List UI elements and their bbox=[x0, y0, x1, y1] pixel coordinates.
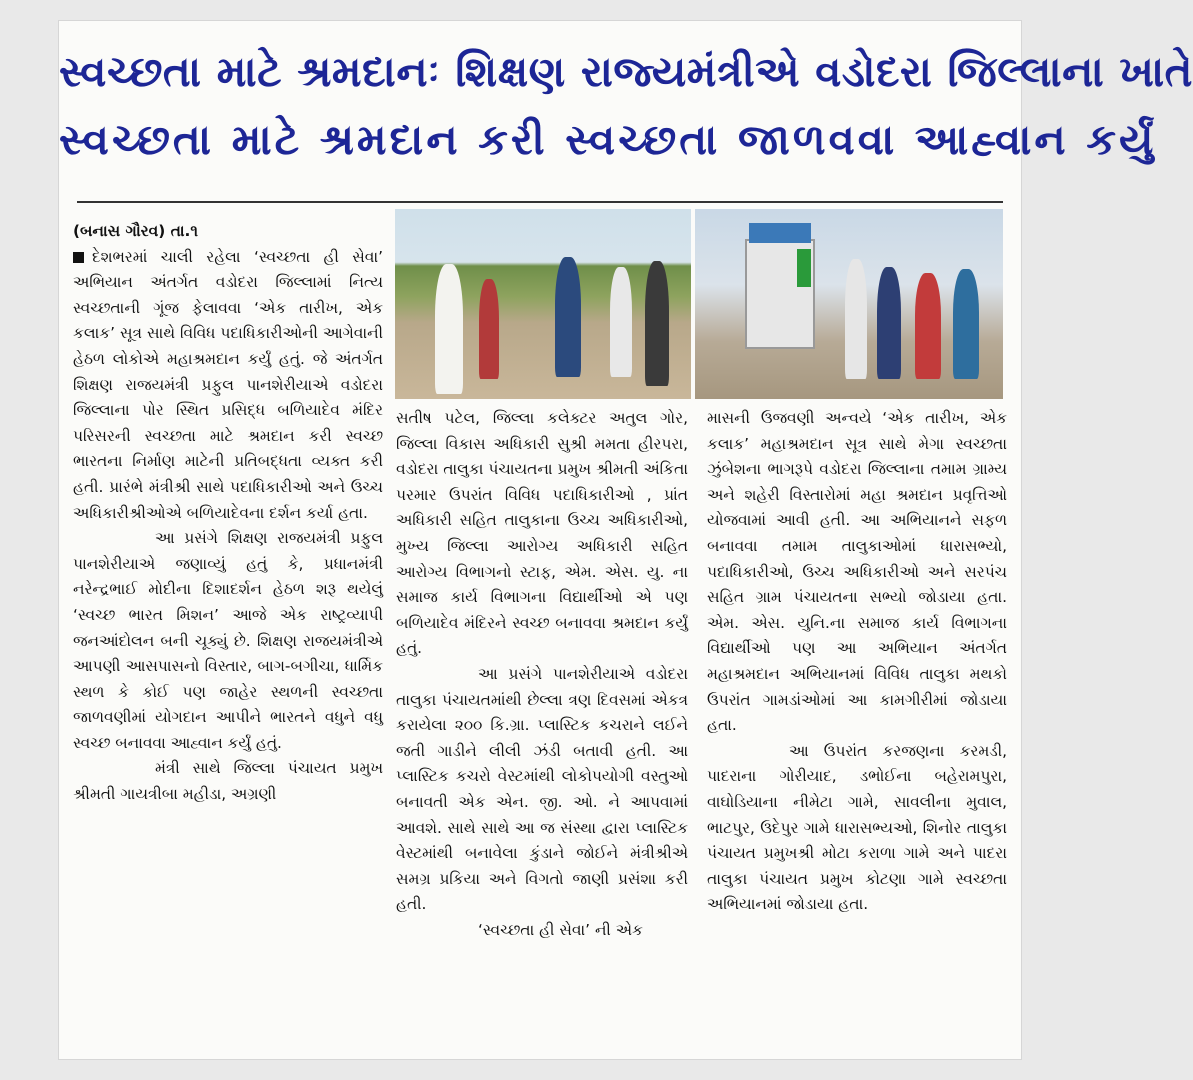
headline-rule bbox=[77, 201, 1003, 203]
paragraph: સતીષ પટેલ, જિલ્લા કલેક્ટર અતુલ ગોર, જિલ્લા વિકાસ અધિકારી સુશ્રી મમતા હીરપરા, વડોદરા તાલુકા પંચાયતના પ્રમુખ શ્રીમતી અંકિતા પરમાર ઉપરાંત વિવિધ પદાધિકારીઓ , પ્રાંત અધિકારી સહિત તાલુકાના ઉચ્ચ અધિકારીઓ, મુખ્ય જિલ્લા આરોગ્ય અધિકારી સહિત આરોગ્ય વિભાગનો સ્ટાફ, એમ. એસ. યુ. ના સમાજ કાર્ય વિભાગના વિદ્યાર્થીઓ એ પણ બળિયાદેવ મંદિરને સ્વચ્છ બનાવવા શ્રમદાન કર્યું હતું. bbox=[396, 409, 688, 658]
headline-line-1: સ્વચ્છતા માટે શ્રમદાનઃ શિક્ષણ રાજ્યમંત્રીએ વડોદરા જિલ્લાના ખાતે bbox=[59, 47, 1193, 96]
green-flag-icon bbox=[797, 249, 811, 287]
dateline: (બનાસ ગૌરવ) તા.૧ bbox=[73, 222, 198, 240]
photo-flag-off-vehicle bbox=[695, 209, 1003, 399]
truck-canopy bbox=[749, 223, 811, 243]
person-figure bbox=[610, 267, 632, 377]
person-figure bbox=[915, 273, 941, 379]
bullet-icon bbox=[73, 252, 84, 263]
paragraph: આ ઉપરાંત કરજણના કરમડી, પાદરાના ગોરીયાદ, ડભોઈના બહેરામપુરા, વાઘોડિયાના નીમેટા ગામે, સાવલીના મુવાલ, ભાટપુર, ઉદેપુર ગામે ધારાસભ્યઓ, શિનોર તાલુકા પંચાયત પ્રમુખશ્રી મોટા કરાળા ગામે અને પાદરા તાલુકા પંચાયત પ્રમુખ કોટણા ગામે સ્વચ્છતા અભિયાનમાં જોડાયા હતા. bbox=[707, 741, 1007, 914]
paragraph: આ પ્રસંગે પાનશેરીયાએ વડોદરા તાલુકા પંચાયતમાંથી છેલ્લા ત્રણ દિવસમાં એકત્ર કરાયેલા ૨૦૦ કિ.ગ્રા. પ્લાસ્ટિક કચરાને લઈને જતી ગાડીને લીલી ઝંડી બતાવી હતી. આ પ્લાસ્ટિક કચરો વેસ્ટમાંથી લોકોપયોગી વસ્તુઓ બનાવતી એક એન. જી. ઓ. ને આપવામાં આવશે. સાથે સાથે આ જ સંસ્થા દ્વારા પ્લાસ્ટિક વેસ્ટમાંથી બનાવેલા કુંડાને જોઈને મંત્રીશ્રીએ સમગ્ર પ્રકિયા અને વિગતો જાણી પ્રસંશા કરી હતી. bbox=[396, 664, 688, 914]
person-figure bbox=[435, 264, 463, 394]
person-figure bbox=[845, 259, 867, 379]
paragraph: ‘સ્વચ્છતા હી સેવા’ ની એક bbox=[478, 920, 643, 939]
person-figure bbox=[877, 267, 901, 379]
person-figure bbox=[555, 257, 581, 377]
person-figure bbox=[953, 269, 979, 379]
paragraph bbox=[73, 245, 383, 527]
article-column-1 bbox=[73, 219, 383, 808]
newspaper-clipping bbox=[58, 20, 1193, 1060]
paragraph-text: દેશભરમાં ચાલી રહેલા ‘સ્વચ્છતા હી સેવા’ અભિયાન અંતર્ગત વડોદરા જિલ્લામાં નિત્ય સ્વચ્છતાની ગૂંજ ફેલાવવા ‘એક તારીખ, એક કલાક’ સૂત્ર સાથે વિવિધ પદાધિકારીઓની આગેવાની હેઠળ લોકોએ મહાશ્રમદાન કર્યું હતું. જે અંતર્ગત શિક્ષણ રાજયમંત્રી પ્રફુલ પાનશેરીયાએ વડોદરા જિલ્લાના પોર સ્થિત પ્રસિદ્ધ બળિયાદેવ મંદિર પરિસરની સ્વચ્છતા માટે શ્રમદાન કરી સ્વચ્છ ભારતના નિર્માણ માટેની પ્રતિબદ્ધતા વ્યક્ત કરી હતી. પ્રારંભે મંત્રીશ્રી સાથે પદાધિકારીઓ અને ઉચ્ચ અધિકારીશ્રીઓએ બળિયાદેવના દર્શન કર્યા હતા. bbox=[73, 247, 383, 522]
headline-line-2: સ્વચ્છતા માટે શ્રમદાન કરી સ્વચ્છતા જાળવવા આહ્વાન કર્યું bbox=[59, 115, 1157, 164]
paragraph: મંત્રી સાથે જિલ્લા પંચાયત પ્રમુખ શ્રીમતી ગાયત્રીબા મહીડા, અગ્રણી bbox=[73, 759, 383, 804]
photo-minister-sweeping bbox=[395, 209, 691, 399]
paragraph: આ પ્રસંગે શિક્ષણ રાજયમંત્રી પ્રફુલ પાનશેરીયાએ જણાવ્યું હતું કે, પ્રધાનમંત્રી નરેન્દ્રભાઈ મોદીના દિશાદર્શન હેઠળ શરૂ થયેલું ‘સ્વચ્છ ભારત મિશન’ આજે એક રાષ્ટ્રવ્યાપી જનઆંદોલન બની ચૂક્યું છે. શિક્ષણ રાજયમંત્રીએ આપણી આસપાસનો વિસ્તાર, બાગ-બગીચા, ધાર્મિક સ્થળ કે કોઈ પણ જાહેર સ્થળની સ્વચ્છતા જાળવણીમાં યોગદાન આપીને ભારતને વધુને વધુ સ્વચ્છ બનાવવા આહ્વાન કર્યું હતું. bbox=[73, 529, 383, 752]
article-column-3 bbox=[707, 406, 1007, 918]
person-figure bbox=[645, 261, 669, 386]
person-figure bbox=[479, 279, 499, 379]
article-column-2 bbox=[396, 406, 688, 943]
paragraph: માસની ઉજવણી અન્વયે ‘એક તારીખ, એક કલાક’ મહાશ્રમદાન સૂત્ર સાથે મેગા સ્વચ્છતા ઝુંબેશના ભાગરૂપે વડોદરા જિલ્લાના તમામ ગ્રામ્ય અને શહેરી વિસ્તારોમાં મહા શ્રમદાન પ્રવૃત્તિઓ યોજવામાં આવી હતી. આ અભિયાનને સફળ બનાવવા તમામ તાલુકાઓમાં ધારાસભ્યો, પદાધિકારીઓ, ઉચ્ચ અધિકારીઓ અને સરપંચ સહિત ગ્રામ પંચાયતના સભ્યો જોડાયા હતા. એમ. એસ. યુનિ.ના સમાજ કાર્ય વિભાગના વિદ્યાર્થીઓ પણ આ અભિયાન અંતર્ગત મહાશ્રમદાન અભિયાનમાં વિવિધ તાલુકા મથકો ઉપરાંત ગામડાંઓમાં આ કામગીરીમાં જોડાયા હતા. bbox=[707, 409, 1007, 735]
